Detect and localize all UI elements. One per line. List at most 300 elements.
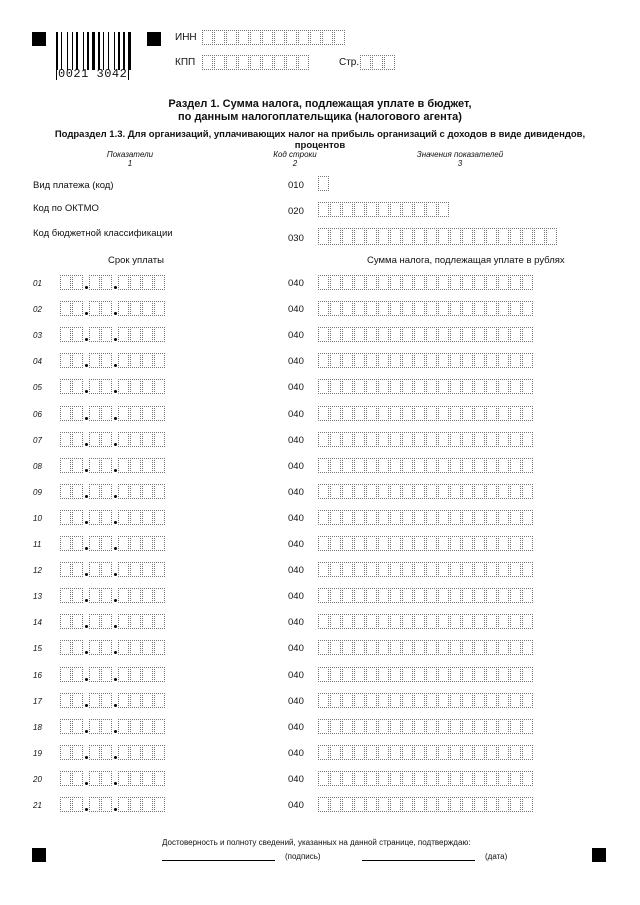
input-cell[interactable]: [330, 771, 341, 786]
input-cell[interactable]: [498, 379, 509, 394]
input-cell[interactable]: [402, 614, 413, 629]
input-cell[interactable]: [498, 693, 509, 708]
input-cell[interactable]: [60, 562, 71, 577]
input-cell[interactable]: [118, 667, 129, 682]
input-cell[interactable]: [60, 406, 71, 421]
input-cell[interactable]: [118, 640, 129, 655]
input-cell[interactable]: [130, 458, 141, 473]
input-cell[interactable]: [330, 667, 341, 682]
input-cell[interactable]: [462, 275, 473, 290]
input-cell[interactable]: [450, 745, 461, 760]
input-cell[interactable]: [72, 797, 83, 812]
input-cell[interactable]: [72, 353, 83, 368]
input-cell[interactable]: [510, 228, 521, 245]
input-cell[interactable]: [342, 432, 353, 447]
input-cell[interactable]: [390, 693, 401, 708]
input-cell[interactable]: [60, 301, 71, 316]
input-cell[interactable]: [318, 406, 329, 421]
input-cell[interactable]: [498, 353, 509, 368]
input-cell[interactable]: [414, 667, 425, 682]
input-cell[interactable]: [438, 432, 449, 447]
input-cell[interactable]: [474, 745, 485, 760]
input-cell[interactable]: [438, 484, 449, 499]
input-cell[interactable]: [342, 275, 353, 290]
due-date-input[interactable]: [60, 719, 166, 734]
input-cell[interactable]: [154, 406, 165, 421]
input-cell[interactable]: [474, 353, 485, 368]
input-cell[interactable]: [262, 30, 273, 45]
input-cell[interactable]: [89, 484, 100, 499]
input-cell[interactable]: [142, 327, 153, 342]
input-cell[interactable]: [354, 562, 365, 577]
input-cell[interactable]: [450, 667, 461, 682]
input-cell[interactable]: [318, 275, 329, 290]
input-cell[interactable]: [378, 379, 389, 394]
input-cell[interactable]: [101, 797, 112, 812]
input-cell[interactable]: [118, 562, 129, 577]
due-date-input[interactable]: [60, 667, 166, 682]
input-cell[interactable]: [60, 640, 71, 655]
input-cell[interactable]: [60, 693, 71, 708]
input-cell[interactable]: [378, 719, 389, 734]
input-cell[interactable]: [354, 275, 365, 290]
input-cell[interactable]: [378, 458, 389, 473]
input-cell[interactable]: [60, 667, 71, 682]
input-cell[interactable]: [60, 771, 71, 786]
input-cell[interactable]: [522, 228, 533, 245]
input-cell[interactable]: [378, 301, 389, 316]
input-cell[interactable]: [402, 693, 413, 708]
input-cell[interactable]: [89, 667, 100, 682]
input-cell[interactable]: [366, 275, 377, 290]
input-cell[interactable]: [342, 406, 353, 421]
input-cell[interactable]: [101, 301, 112, 316]
input-cell[interactable]: [366, 379, 377, 394]
input-cell[interactable]: [426, 406, 437, 421]
input-cell[interactable]: [438, 228, 449, 245]
input-cell[interactable]: [486, 301, 497, 316]
input-cell[interactable]: [462, 536, 473, 551]
input-cell[interactable]: [510, 614, 521, 629]
input-cell[interactable]: [142, 693, 153, 708]
input-cell[interactable]: [426, 275, 437, 290]
input-cell[interactable]: [462, 510, 473, 525]
input-cell[interactable]: [522, 693, 533, 708]
input-cell[interactable]: [89, 327, 100, 342]
input-cell[interactable]: [342, 693, 353, 708]
input-cell[interactable]: [354, 510, 365, 525]
input-cell[interactable]: [101, 353, 112, 368]
input-cell[interactable]: [318, 353, 329, 368]
input-cell[interactable]: [462, 228, 473, 245]
input-cell[interactable]: [378, 484, 389, 499]
input-cell[interactable]: [318, 667, 329, 682]
input-cell[interactable]: [450, 797, 461, 812]
input-cell[interactable]: [522, 379, 533, 394]
input-cell[interactable]: [330, 484, 341, 499]
input-cell[interactable]: [89, 797, 100, 812]
input-cell[interactable]: [438, 614, 449, 629]
input-cell[interactable]: [60, 797, 71, 812]
input-cell[interactable]: [142, 797, 153, 812]
input-cell[interactable]: [402, 406, 413, 421]
input-cell[interactable]: [450, 275, 461, 290]
input-cell[interactable]: [72, 588, 83, 603]
input-cell[interactable]: [510, 667, 521, 682]
due-date-input[interactable]: [60, 458, 166, 473]
input-cell[interactable]: [154, 562, 165, 577]
input-cell[interactable]: [474, 484, 485, 499]
input-cell[interactable]: [354, 719, 365, 734]
amount-input[interactable]: [318, 614, 534, 629]
input-cell[interactable]: [89, 536, 100, 551]
input-cell[interactable]: [474, 510, 485, 525]
input-cell[interactable]: [438, 536, 449, 551]
input-cell[interactable]: [426, 667, 437, 682]
input-cell[interactable]: [226, 55, 237, 70]
input-cell[interactable]: [402, 510, 413, 525]
input-cell[interactable]: [342, 745, 353, 760]
input-cell[interactable]: [450, 353, 461, 368]
due-date-input[interactable]: [60, 353, 166, 368]
input-cell[interactable]: [342, 719, 353, 734]
input-cell[interactable]: [142, 745, 153, 760]
input-cell[interactable]: [72, 771, 83, 786]
input-cell[interactable]: [414, 693, 425, 708]
input-cell[interactable]: [402, 588, 413, 603]
input-cell[interactable]: [390, 562, 401, 577]
input-cell[interactable]: [462, 667, 473, 682]
due-date-input[interactable]: [60, 379, 166, 394]
input-cell[interactable]: [474, 719, 485, 734]
input-cell[interactable]: [498, 797, 509, 812]
input-cell[interactable]: [342, 327, 353, 342]
input-cell[interactable]: [330, 353, 341, 368]
kbk-input[interactable]: [318, 228, 558, 245]
input-cell[interactable]: [462, 693, 473, 708]
input-cell[interactable]: [118, 797, 129, 812]
input-cell[interactable]: [154, 275, 165, 290]
input-cell[interactable]: [462, 771, 473, 786]
input-cell[interactable]: [522, 406, 533, 421]
input-cell[interactable]: [474, 640, 485, 655]
input-cell[interactable]: [118, 379, 129, 394]
input-cell[interactable]: [118, 719, 129, 734]
input-cell[interactable]: [130, 771, 141, 786]
input-cell[interactable]: [426, 458, 437, 473]
amount-input[interactable]: [318, 379, 534, 394]
input-cell[interactable]: [462, 562, 473, 577]
input-cell[interactable]: [414, 458, 425, 473]
input-cell[interactable]: [366, 745, 377, 760]
input-cell[interactable]: [342, 667, 353, 682]
input-cell[interactable]: [474, 693, 485, 708]
input-cell[interactable]: [118, 771, 129, 786]
input-cell[interactable]: [342, 640, 353, 655]
input-cell[interactable]: [142, 719, 153, 734]
input-cell[interactable]: [438, 693, 449, 708]
input-cell[interactable]: [101, 640, 112, 655]
input-cell[interactable]: [402, 640, 413, 655]
input-cell[interactable]: [522, 745, 533, 760]
input-cell[interactable]: [60, 510, 71, 525]
input-cell[interactable]: [354, 301, 365, 316]
input-cell[interactable]: [101, 771, 112, 786]
input-cell[interactable]: [414, 406, 425, 421]
input-cell[interactable]: [354, 379, 365, 394]
input-cell[interactable]: [366, 614, 377, 629]
input-cell[interactable]: [354, 771, 365, 786]
input-cell[interactable]: [486, 353, 497, 368]
input-cell[interactable]: [474, 588, 485, 603]
input-cell[interactable]: [366, 667, 377, 682]
input-cell[interactable]: [101, 432, 112, 447]
input-cell[interactable]: [130, 693, 141, 708]
input-cell[interactable]: [330, 327, 341, 342]
input-cell[interactable]: [330, 458, 341, 473]
input-cell[interactable]: [486, 745, 497, 760]
input-cell[interactable]: [462, 614, 473, 629]
input-cell[interactable]: [154, 301, 165, 316]
due-date-input[interactable]: [60, 693, 166, 708]
input-cell[interactable]: [366, 353, 377, 368]
input-cell[interactable]: [318, 562, 329, 577]
input-cell[interactable]: [426, 484, 437, 499]
input-cell[interactable]: [390, 432, 401, 447]
input-cell[interactable]: [354, 228, 365, 245]
input-cell[interactable]: [330, 301, 341, 316]
input-cell[interactable]: [498, 510, 509, 525]
input-cell[interactable]: [72, 301, 83, 316]
input-cell[interactable]: [318, 510, 329, 525]
input-cell[interactable]: [330, 536, 341, 551]
input-cell[interactable]: [366, 327, 377, 342]
input-cell[interactable]: [330, 797, 341, 812]
input-cell[interactable]: [72, 458, 83, 473]
input-cell[interactable]: [390, 379, 401, 394]
due-date-input[interactable]: [60, 745, 166, 760]
input-cell[interactable]: [89, 353, 100, 368]
input-cell[interactable]: [474, 614, 485, 629]
amount-input[interactable]: [318, 536, 534, 551]
input-cell[interactable]: [354, 536, 365, 551]
input-cell[interactable]: [426, 379, 437, 394]
input-cell[interactable]: [214, 55, 225, 70]
input-cell[interactable]: [378, 614, 389, 629]
input-cell[interactable]: [450, 406, 461, 421]
input-cell[interactable]: [366, 719, 377, 734]
input-cell[interactable]: [72, 379, 83, 394]
input-cell[interactable]: [522, 432, 533, 447]
input-cell[interactable]: [154, 484, 165, 499]
input-cell[interactable]: [154, 510, 165, 525]
input-cell[interactable]: [438, 745, 449, 760]
input-cell[interactable]: [486, 562, 497, 577]
input-cell[interactable]: [118, 301, 129, 316]
input-cell[interactable]: [450, 484, 461, 499]
input-cell[interactable]: [154, 667, 165, 682]
input-cell[interactable]: [402, 275, 413, 290]
input-cell[interactable]: [142, 275, 153, 290]
input-cell[interactable]: [354, 406, 365, 421]
input-cell[interactable]: [510, 562, 521, 577]
input-cell[interactable]: [426, 562, 437, 577]
input-cell[interactable]: [402, 458, 413, 473]
input-cell[interactable]: [298, 30, 309, 45]
input-cell[interactable]: [274, 55, 285, 70]
input-cell[interactable]: [130, 588, 141, 603]
input-cell[interactable]: [390, 797, 401, 812]
input-cell[interactable]: [486, 771, 497, 786]
input-cell[interactable]: [498, 536, 509, 551]
input-cell[interactable]: [238, 55, 249, 70]
input-cell[interactable]: [310, 30, 321, 45]
input-cell[interactable]: [522, 275, 533, 290]
input-cell[interactable]: [130, 640, 141, 655]
input-cell[interactable]: [60, 379, 71, 394]
input-cell[interactable]: [142, 484, 153, 499]
input-cell[interactable]: [402, 667, 413, 682]
input-cell[interactable]: [384, 55, 395, 70]
input-cell[interactable]: [378, 562, 389, 577]
input-cell[interactable]: [510, 536, 521, 551]
input-cell[interactable]: [366, 510, 377, 525]
input-cell[interactable]: [202, 55, 213, 70]
amount-input[interactable]: [318, 562, 534, 577]
input-cell[interactable]: [510, 797, 521, 812]
input-cell[interactable]: [342, 562, 353, 577]
input-cell[interactable]: [366, 432, 377, 447]
input-cell[interactable]: [390, 719, 401, 734]
input-cell[interactable]: [330, 228, 341, 245]
input-cell[interactable]: [142, 614, 153, 629]
input-cell[interactable]: [486, 406, 497, 421]
input-cell[interactable]: [462, 745, 473, 760]
amount-input[interactable]: [318, 301, 534, 316]
input-cell[interactable]: [154, 640, 165, 655]
input-cell[interactable]: [486, 379, 497, 394]
input-cell[interactable]: [318, 745, 329, 760]
input-cell[interactable]: [366, 693, 377, 708]
input-cell[interactable]: [390, 510, 401, 525]
input-cell[interactable]: [101, 588, 112, 603]
input-cell[interactable]: [498, 406, 509, 421]
input-cell[interactable]: [450, 562, 461, 577]
input-cell[interactable]: [414, 640, 425, 655]
input-cell[interactable]: [342, 588, 353, 603]
input-cell[interactable]: [474, 379, 485, 394]
input-cell[interactable]: [318, 588, 329, 603]
input-cell[interactable]: [130, 510, 141, 525]
input-cell[interactable]: [486, 228, 497, 245]
input-cell[interactable]: [450, 228, 461, 245]
input-cell[interactable]: [474, 667, 485, 682]
input-cell[interactable]: [250, 30, 261, 45]
input-cell[interactable]: [438, 327, 449, 342]
due-date-input[interactable]: [60, 301, 166, 316]
input-cell[interactable]: [450, 301, 461, 316]
input-cell[interactable]: [72, 562, 83, 577]
due-date-input[interactable]: [60, 275, 166, 290]
input-cell[interactable]: [498, 667, 509, 682]
input-cell[interactable]: [330, 379, 341, 394]
input-cell[interactable]: [522, 614, 533, 629]
input-cell[interactable]: [486, 693, 497, 708]
input-cell[interactable]: [378, 771, 389, 786]
input-cell[interactable]: [101, 275, 112, 290]
input-cell[interactable]: [118, 588, 129, 603]
input-cell[interactable]: [318, 640, 329, 655]
input-cell[interactable]: [390, 640, 401, 655]
input-cell[interactable]: [142, 510, 153, 525]
input-cell[interactable]: [334, 30, 345, 45]
input-cell[interactable]: [498, 458, 509, 473]
input-cell[interactable]: [414, 614, 425, 629]
input-cell[interactable]: [474, 536, 485, 551]
input-cell[interactable]: [378, 353, 389, 368]
input-cell[interactable]: [60, 588, 71, 603]
input-cell[interactable]: [250, 55, 261, 70]
date-line[interactable]: [362, 860, 475, 861]
input-cell[interactable]: [342, 484, 353, 499]
input-cell[interactable]: [486, 327, 497, 342]
input-cell[interactable]: [426, 353, 437, 368]
input-cell[interactable]: [330, 640, 341, 655]
input-cell[interactable]: [330, 719, 341, 734]
input-cell[interactable]: [378, 202, 389, 217]
due-date-input[interactable]: [60, 484, 166, 499]
input-cell[interactable]: [274, 30, 285, 45]
input-cell[interactable]: [438, 353, 449, 368]
input-cell[interactable]: [402, 353, 413, 368]
input-cell[interactable]: [378, 640, 389, 655]
input-cell[interactable]: [438, 771, 449, 786]
input-cell[interactable]: [390, 353, 401, 368]
input-cell[interactable]: [426, 432, 437, 447]
input-cell[interactable]: [426, 797, 437, 812]
amount-input[interactable]: [318, 588, 534, 603]
amount-input[interactable]: [318, 406, 534, 421]
input-cell[interactable]: [342, 301, 353, 316]
input-cell[interactable]: [414, 432, 425, 447]
input-cell[interactable]: [414, 275, 425, 290]
input-cell[interactable]: [101, 693, 112, 708]
input-cell[interactable]: [450, 510, 461, 525]
input-cell[interactable]: [89, 719, 100, 734]
input-cell[interactable]: [438, 588, 449, 603]
input-cell[interactable]: [450, 327, 461, 342]
input-cell[interactable]: [154, 327, 165, 342]
input-cell[interactable]: [360, 55, 371, 70]
input-cell[interactable]: [486, 458, 497, 473]
due-date-input[interactable]: [60, 327, 166, 342]
input-cell[interactable]: [142, 379, 153, 394]
inn-field[interactable]: [202, 30, 346, 45]
input-cell[interactable]: [118, 275, 129, 290]
input-cell[interactable]: [522, 484, 533, 499]
input-cell[interactable]: [438, 562, 449, 577]
input-cell[interactable]: [72, 275, 83, 290]
input-cell[interactable]: [318, 176, 329, 191]
input-cell[interactable]: [130, 745, 141, 760]
input-cell[interactable]: [72, 745, 83, 760]
input-cell[interactable]: [130, 327, 141, 342]
input-cell[interactable]: [486, 432, 497, 447]
input-cell[interactable]: [130, 667, 141, 682]
input-cell[interactable]: [474, 406, 485, 421]
input-cell[interactable]: [101, 327, 112, 342]
input-cell[interactable]: [450, 640, 461, 655]
